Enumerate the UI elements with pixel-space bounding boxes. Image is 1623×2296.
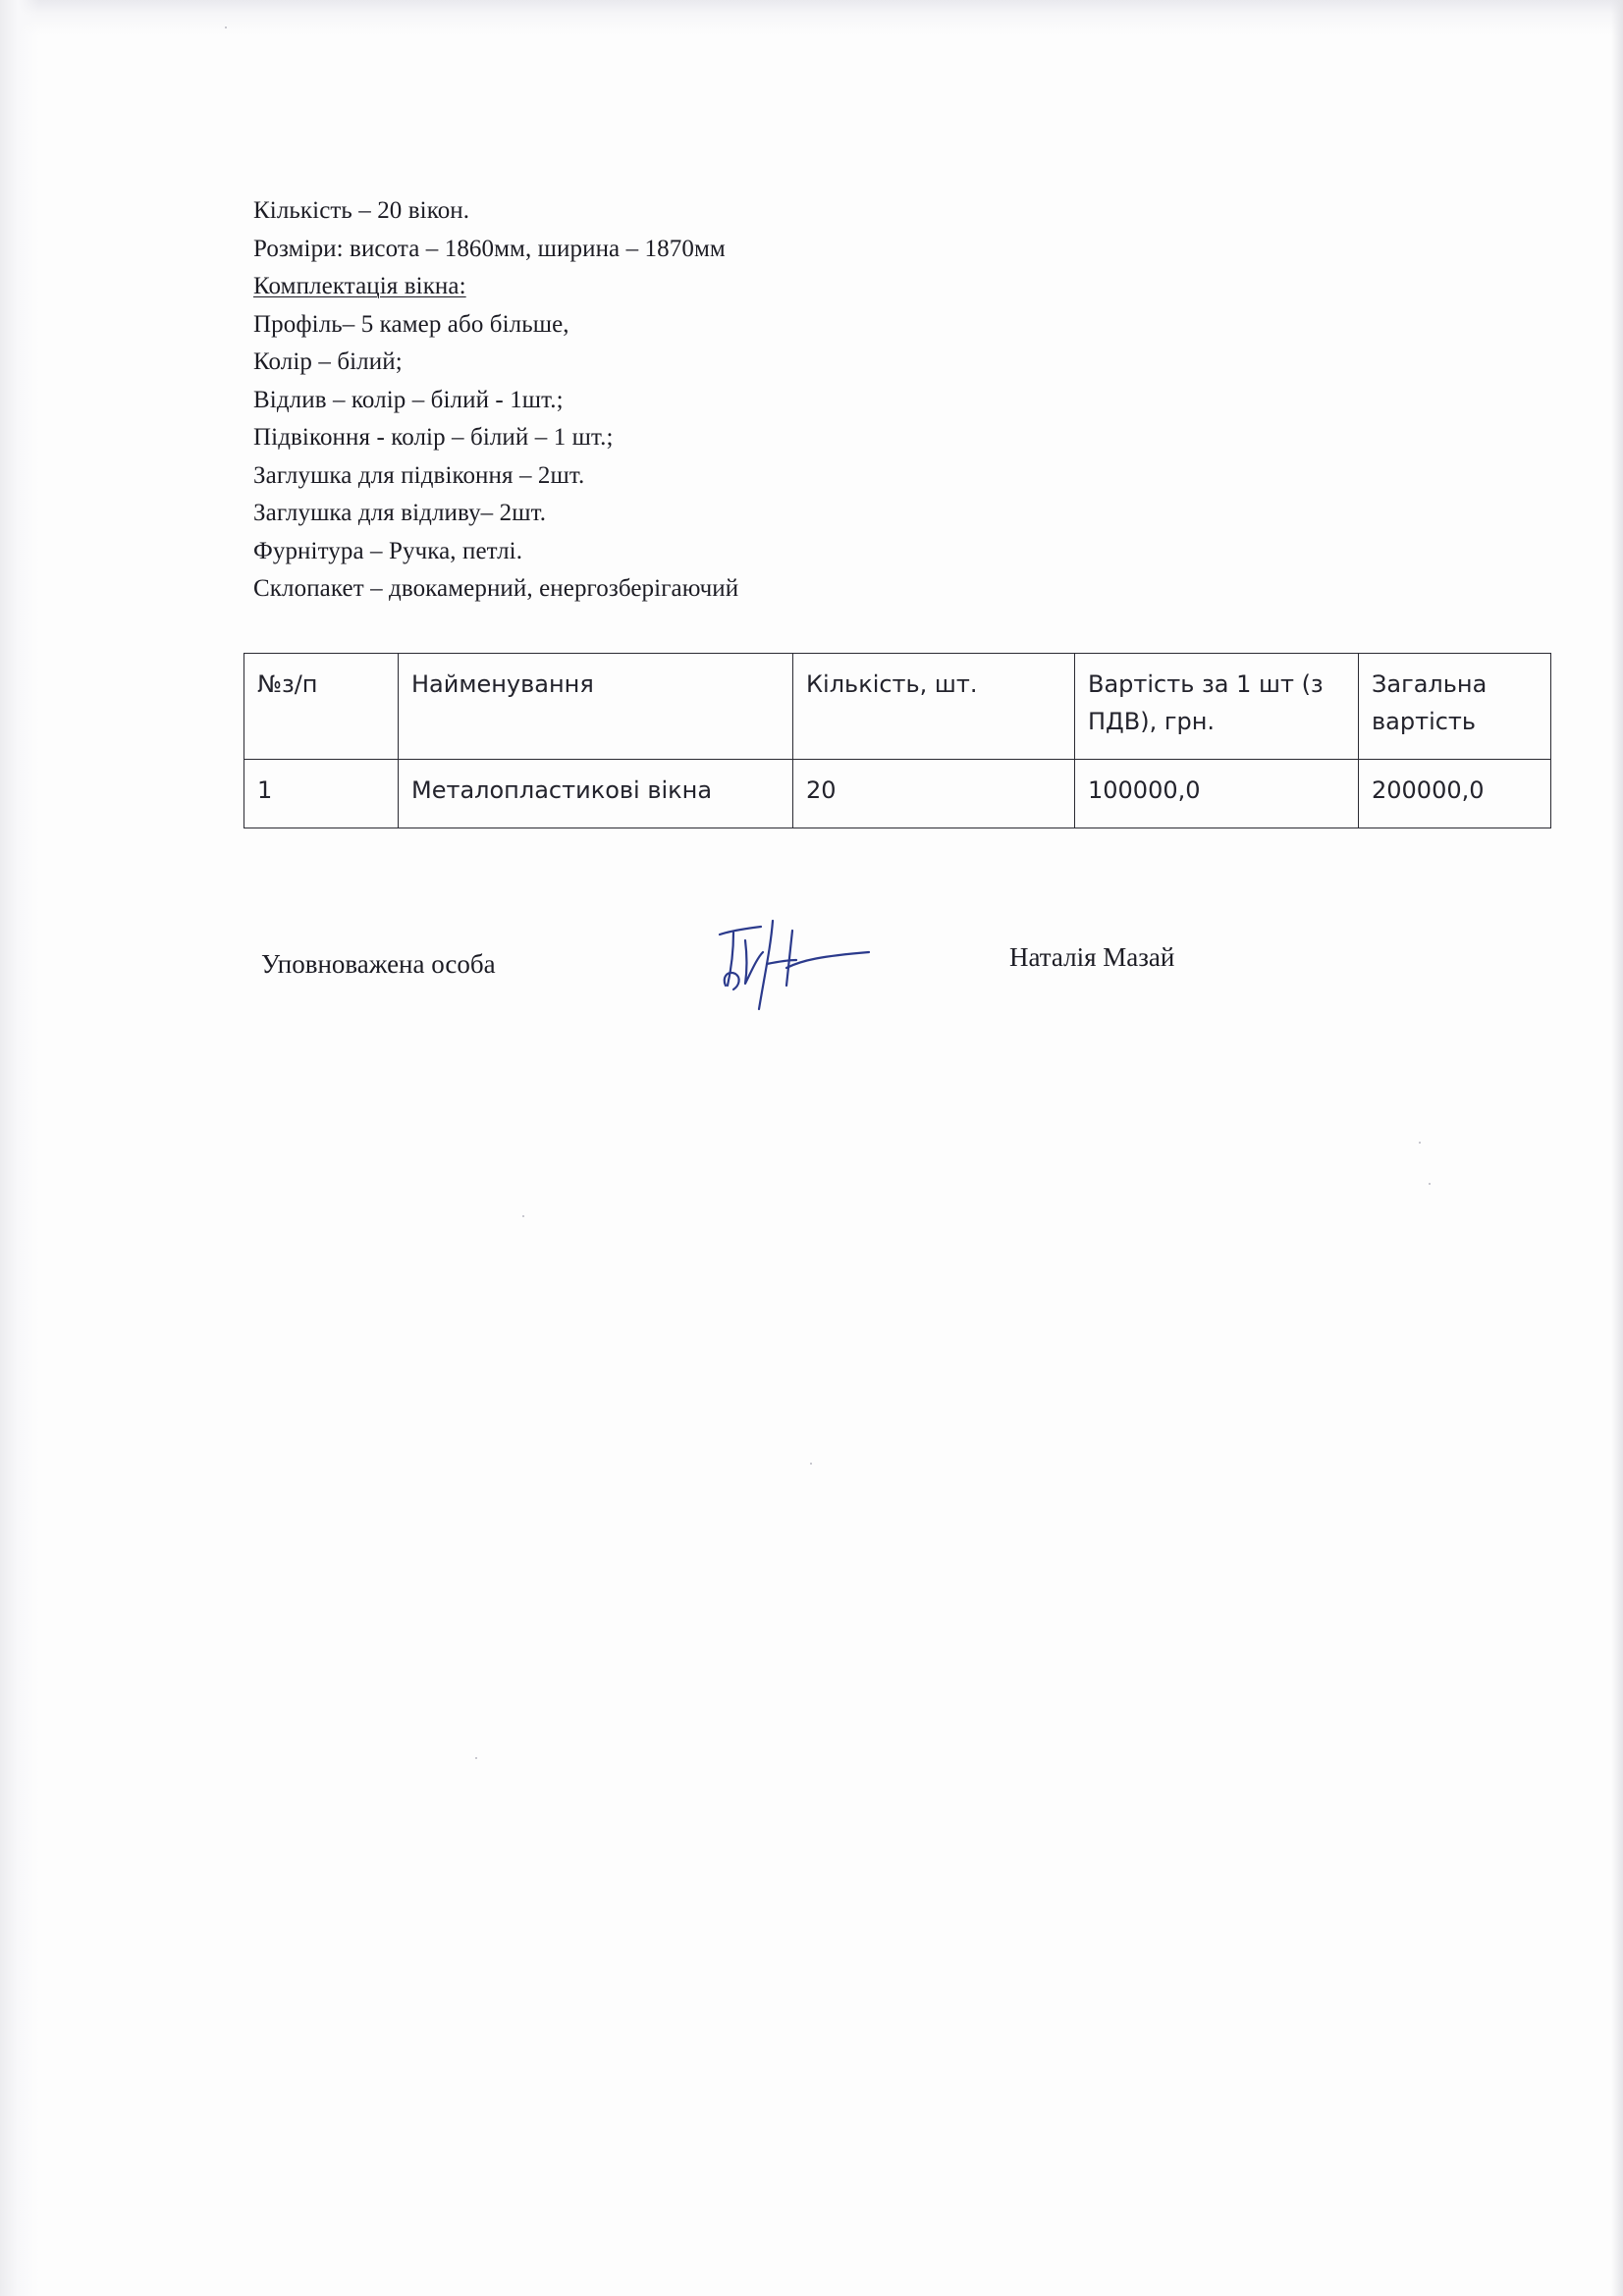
handwritten-signature bbox=[712, 913, 879, 1026]
price-table bbox=[243, 653, 1551, 828]
cell-name: Металопластикові вікна bbox=[399, 760, 793, 828]
cell-number: 1 bbox=[244, 760, 399, 828]
spec-hardware-line: Фурнітура – Ручка, петлі. bbox=[253, 537, 523, 564]
window-specification bbox=[253, 192, 738, 609]
header-quantity: Кількість, шт. bbox=[793, 654, 1075, 760]
scan-speck bbox=[1419, 1142, 1421, 1144]
header-number: №з/п bbox=[244, 654, 399, 760]
authorized-person-label: Уповноважена особа bbox=[261, 949, 496, 979]
header-unit-price: Вартість за 1 шт (з ПДВ), грн. bbox=[1075, 654, 1359, 760]
spec-quantity-line: Кількість – 20 вікон. bbox=[253, 197, 470, 224]
spec-drip-cap-line: Заглушка для відливу– 2шт. bbox=[253, 500, 547, 526]
scan-speck bbox=[1429, 1183, 1431, 1185]
scan-speck bbox=[522, 1215, 524, 1217]
cell-total-price: 200000,0 bbox=[1359, 760, 1551, 828]
spec-drip-line: Відлив – колір – білий - 1шт.; bbox=[253, 386, 564, 413]
spec-dimensions-line: Розміри: висота – 1860мм, ширина – 1870мм bbox=[253, 235, 726, 262]
scan-edge-right bbox=[1611, 0, 1623, 2296]
spec-glazing-line: Склопакет – двокамерний, енергозберігаючий bbox=[253, 575, 739, 602]
cell-quantity: 20 bbox=[793, 760, 1075, 828]
cell-unit-price: 100000,0 bbox=[1075, 760, 1359, 828]
spec-windowsill-cap-line: Заглушка для підвіконня – 2шт. bbox=[253, 461, 585, 489]
scan-speck bbox=[225, 27, 227, 28]
table-row bbox=[244, 760, 1551, 828]
signatory-name: Наталія Мазай bbox=[1009, 942, 1175, 972]
scan-speck bbox=[810, 1463, 812, 1465]
scan-speck bbox=[475, 1757, 477, 1759]
scan-edge-left bbox=[0, 0, 39, 2296]
spec-color-line: Колір – білий; bbox=[253, 348, 403, 375]
header-name: Найменування bbox=[399, 654, 793, 760]
spec-profile-line: Профіль– 5 камер або більше, bbox=[253, 310, 569, 338]
scan-edge-top bbox=[0, 0, 1623, 35]
header-total-price: Загальна вартість bbox=[1359, 654, 1551, 760]
spec-equipment-heading: Комплектація вікна: bbox=[253, 273, 466, 299]
spec-windowsill-line: Підвіконня - колір – білий – 1 шт.; bbox=[253, 424, 614, 451]
table-header-row bbox=[244, 654, 1551, 760]
